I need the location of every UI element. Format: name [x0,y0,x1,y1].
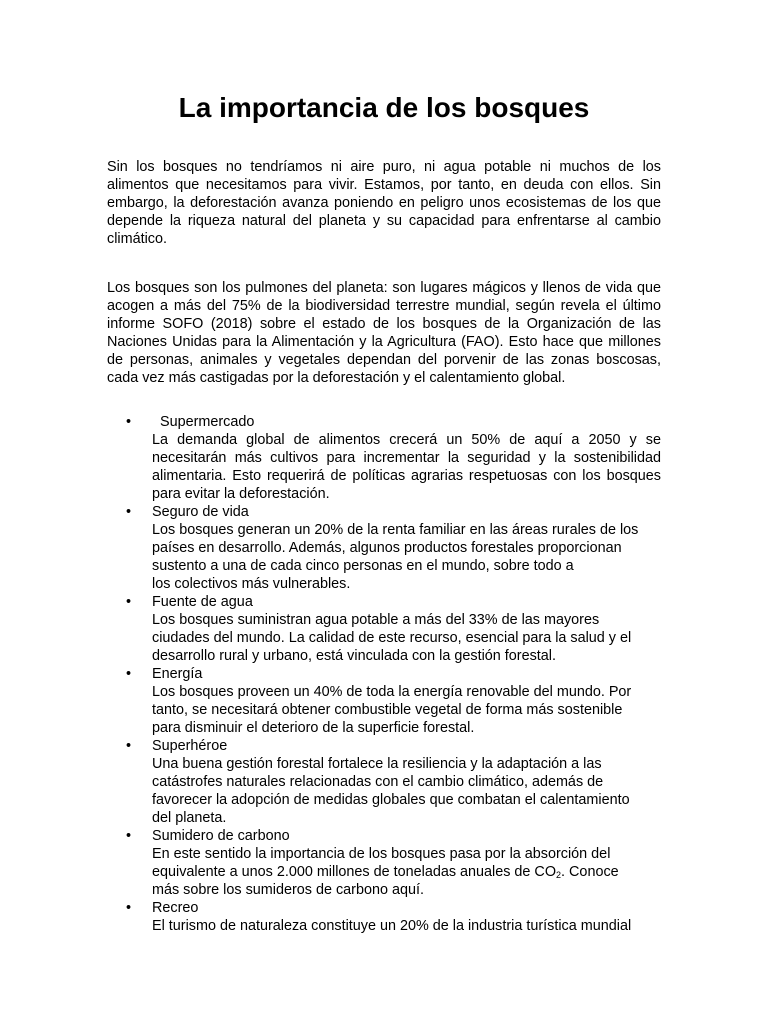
list-item-body: La demanda global de alimentos crecerá un 50% de aquí a 2050 y se necesitarán más cultivos para incrementar la seguridad y la sostenibilidad alimentaria. Esto requerirá de políticas agrarias respetuosas con los bosques para evitar la deforestación. [152,432,661,502]
body-line: Los bosques generan un 20% de la renta familiar en las áreas rurales de los [152,522,639,538]
list-item-body [152,917,661,935]
body-line: más sobre los sumideros de carbono aquí. [152,882,424,898]
body-line [152,864,619,880]
intro-paragraph: Sin los bosques no tendríamos ni aire puro, ni agua potable ni muchos de los alimentos que necesitamos para vivir. Estamos, por tanto, en deuda con ellos. Sin embargo, la deforestación avanza poniendo en peligro unos ecosistemas de los que depende la riqueza natural del planeta y su capacidad para enfrentarse al cambio climático. [107,159,661,247]
body-line: sustento a una de cada cinco personas en el mundo, sobre todo a [152,558,574,574]
body-line: países en desarrollo. Además, algunos productos forestales proporcionan [152,540,622,556]
list-item-body [152,521,661,593]
list-item-superheroe [107,737,661,827]
list-item-sumidero-de-carbono [107,827,661,899]
list-item-title: Energía [152,666,203,682]
body-line: tanto, se necesitará obtener combustible vegetal de forma más sostenible [152,702,623,718]
body-line: los colectivos más vulnerables. [152,576,351,592]
body-line: ciudades del mundo. La calidad de este recurso, esencial para la salud y el [152,630,632,646]
body-line-pre: equivalente a unos 2.000 millones de toneladas anuales de CO [152,864,557,880]
list-item-title: Fuente de agua [152,594,253,610]
body-line: desarrollo rural y urbano, está vinculada con la gestión forestal. [152,648,556,664]
document-title: La importancia de los bosques [178,92,590,123]
list-item-title: Recreo [152,900,199,916]
list-item-supermercado [107,413,661,503]
list-item-title: Supermercado [160,414,255,430]
bullet-icon: • [126,738,132,754]
body-line: Los bosques proveen un 40% de toda la energía renovable del mundo. Por [152,684,632,700]
list-item-title: Sumidero de carbono [152,828,290,844]
bullet-icon: • [126,594,132,610]
list-item-energia [107,665,661,737]
body-line: En este sentido la importancia de los bosques pasa por la absorción del [152,846,611,862]
body-line: Los bosques suministran agua potable a más del 33% de las mayores [152,612,600,628]
bullet-icon: • [126,504,132,520]
list-item-body [152,683,661,737]
bullet-icon: • [126,414,132,430]
list-item-body [152,845,661,899]
subscript: 2 [556,870,562,880]
list-item-seguro-de-vida [107,503,661,593]
bullet-icon: • [126,900,132,916]
benefits-list [107,413,661,935]
list-item-title: Seguro de vida [152,504,249,520]
body-line: favorecer la adopción de medidas globales que combatan el calentamiento [152,792,630,808]
body-line-post: . Conoce [561,864,619,880]
list-item-recreo [107,899,661,935]
bullet-icon: • [126,666,132,682]
body-line: Una buena gestión forestal fortalece la resiliencia y la adaptación a las [152,756,602,772]
list-item-body [152,755,661,827]
body-line: para disminuir el deterioro de la superficie forestal. [152,720,475,736]
body-line: del planeta. [152,810,227,826]
list-item-body [152,611,661,665]
bullet-icon: • [126,828,132,844]
body-line: catástrofes naturales relacionadas con el cambio climático, además de [152,774,604,790]
list-item-title: Superhéroe [152,738,228,754]
list-item-fuente-de-agua [107,593,661,665]
body-line: El turismo de naturaleza constituye un 20% de la industria turística mundial [152,918,632,934]
forests-paragraph: Los bosques son los pulmones del planeta: son lugares mágicos y llenos de vida que acogen a más del 75% de la biodiversidad terrestre mundial, según revela el último informe SOFO (2018) sobre el estado de los bosques de la Organización de las Naciones Unidas para la Alimentación y la Agricultura (FAO). Esto hace que millones de personas, animales y vegetales dependan del porvenir de las zonas boscosas, cada vez más castigadas por la deforestación y el calentamiento global. [107,280,661,386]
